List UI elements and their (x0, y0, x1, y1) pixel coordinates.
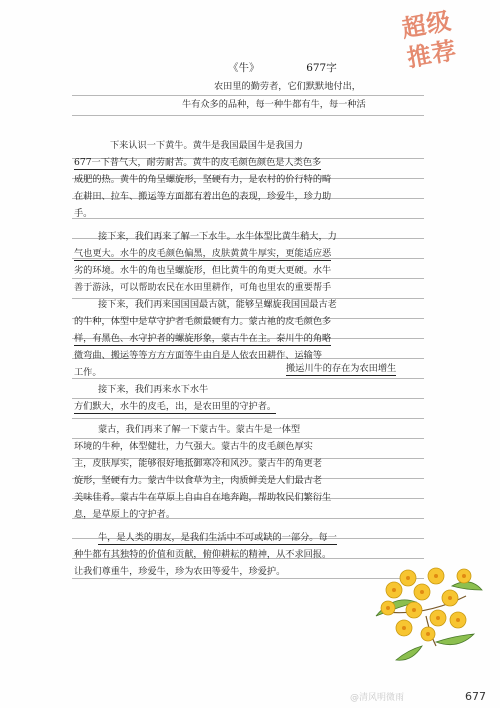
page-number: 677 (465, 690, 486, 703)
body-line: 牛，是人类的朋友，是我们生活中不可或缺的一部分。每一 (98, 532, 337, 543)
watermark: @清风明微雨 (350, 693, 405, 703)
body-line: 气也更大。水牛的皮毛颜色偏黑，皮肤黄黄牛厚实，更能适应恶 (74, 248, 332, 259)
body-line: 美味佳肴。蒙古牛在草原上自由自在地奔跑，帮助牧民们繁衍生 (74, 492, 332, 503)
body-line: 旋形，坚硬有力。蒙古牛以食草为主，肉质鲜美是人们最古老 (74, 475, 323, 486)
stamp-text: 超级 推荐 (399, 5, 459, 73)
body-line: 接下来，我们再来国国国最古就，能够呈螺旋我国国最古老 (98, 299, 337, 310)
body-line: 677一下普气大，耐劳耐苦。黄牛的皮毛颜色颜色是人类色多 (74, 157, 322, 168)
body-line: 手。 (74, 208, 93, 219)
body-line: 环境的牛种，体型健壮，力气强大。蒙古牛的皮毛颜色厚实 (74, 441, 313, 452)
body-line: 的牛种，体型中是草守护者毛颜最硬有力。蒙古祂的皮毛颜色多 (74, 316, 332, 327)
body-line: 方们默大，水牛的皮毛，出，是农田里的守护者。 (74, 401, 277, 412)
body-line: 让我们尊重牛，珍爱牛，珍为农田等爱牛，珍爱护。 (74, 566, 286, 577)
body-line: 威肥的热。黄牛的角呈螺旋形，坚硬有力，是农村的价行特的畸 (74, 174, 332, 185)
body-line: 微弯曲、搬运等等方方方面等牛由自是人依农田耕作、运输等 (74, 350, 323, 361)
body-line: 接下来，我们再来水下水牛 (98, 384, 209, 395)
body-line: 接下来，我们再来了解一下水牛。水牛体型比黄牛稍大，力 (98, 231, 337, 242)
word-count: 677字 (306, 62, 337, 74)
body-line: 搬运川牛的存在为农田增生 (286, 363, 397, 374)
osmanthus-flower-illustration (366, 546, 488, 666)
body-line: 在耕田、拉车、搬运等方面都有着出色的表现，珍爱牛，珍力助 (74, 191, 332, 202)
essay-title: 《牛》 (228, 62, 260, 74)
body-line: 善于游泳，可以帮助农民在水田里耕作，可角也里农的重要帮手 (74, 282, 332, 293)
body-line: 蒙古，我们再来了解一下蒙古牛。蒙古牛是一体型 (98, 424, 301, 435)
intro-line-2: 牛有众多的品种，每一种牛都有牛，每一种活 (182, 99, 366, 110)
body-line: 种牛都有其独特的价值和贡献，俯仰耕耘的精神，从不求回报。 (74, 549, 332, 560)
body-line: 下来认识一下黄牛。黄牛是我国最国牛是我国力 (110, 140, 303, 151)
body-line: 样，有黑色、水守护者的螺旋形象，蒙古牛在主。泰川牛的角略 (74, 333, 332, 344)
body-line: 息，是草原上的守护者。 (74, 509, 176, 520)
super-recommend-stamp (399, 5, 494, 76)
intro-line-1: 农田里的勤劳者，它们默默地付出， (214, 81, 361, 92)
body-line: 工作。 (74, 367, 102, 378)
essay-title-row (228, 60, 337, 75)
body-line: 劣的环境。水牛的角也呈螺旋形，但比黄牛的角更大更硬。水牛 (74, 265, 332, 276)
body-line: 主，皮肤厚实，能够很好地抵御寒冷和风沙。蒙古牛的角更老 (74, 458, 323, 469)
